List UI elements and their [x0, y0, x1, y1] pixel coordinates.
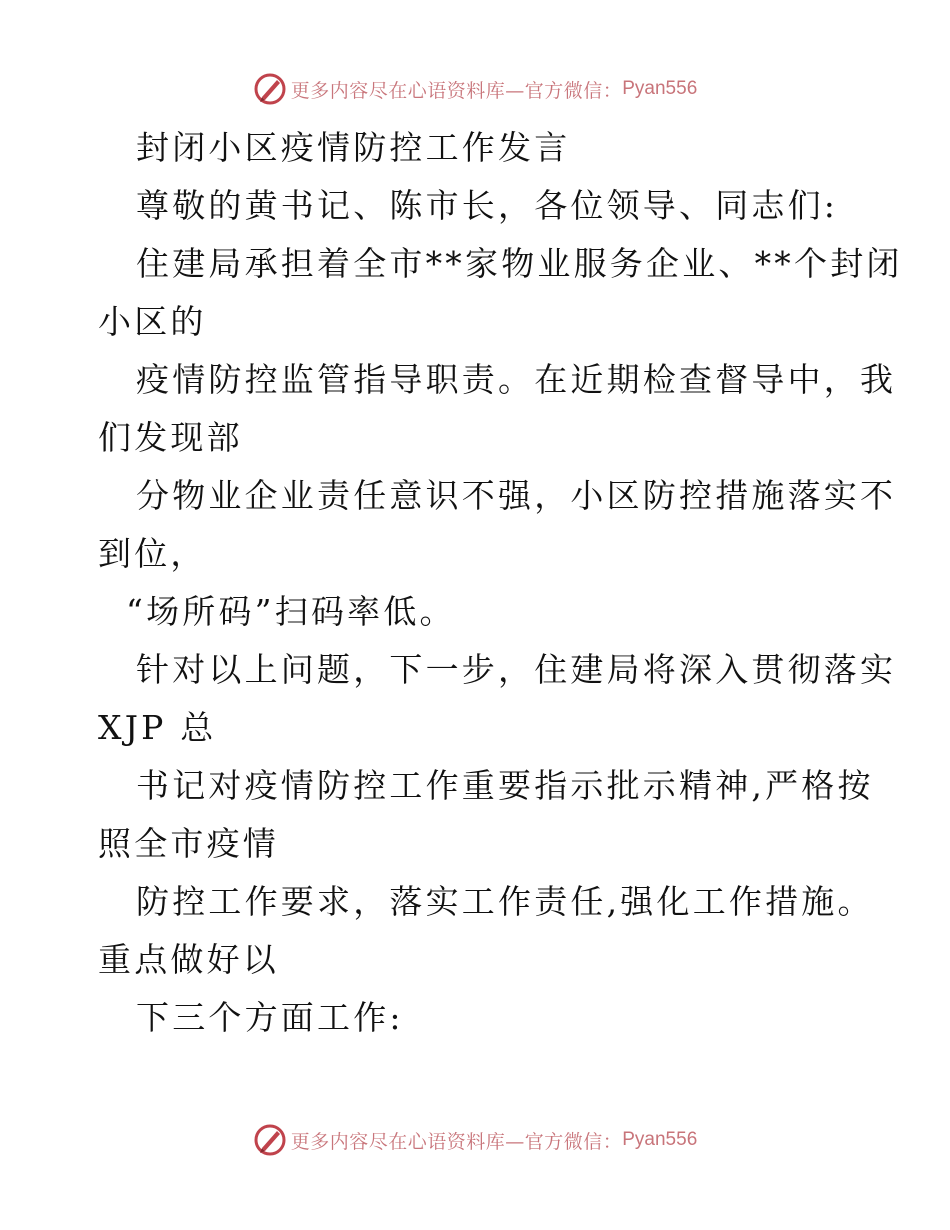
paragraph-line: 分物业企业责任意识不强，小区防控措施落实不	[136, 476, 897, 515]
watermark-wechat-id: Pyan556	[622, 1129, 698, 1150]
paragraph-line: XJP 总	[98, 708, 217, 747]
paragraph-line: 住建局承担着全市**家物业服务企业、**个封闭	[136, 244, 903, 283]
paragraph-line: 防控工作要求，落实工作责任,强化工作措施。	[136, 882, 874, 921]
paragraph-line: 小区的	[98, 302, 207, 341]
document-body	[98, 119, 903, 1047]
paragraph-line: 书记对疫情防控工作重要指示批示精神,严格按	[136, 766, 874, 805]
footer-watermark	[0, 1122, 950, 1158]
paragraph-line: 下三个方面工作:	[136, 998, 404, 1037]
header-watermark	[0, 71, 950, 107]
pen-logo-icon	[253, 72, 287, 106]
salutation: 尊敬的黄书记、陈市长，各位领导、同志们:	[136, 186, 839, 225]
paragraph-line: 们发现部	[98, 418, 243, 457]
paragraph-line: 到位，	[98, 534, 207, 573]
watermark-wechat-id: Pyan556	[622, 78, 698, 99]
paragraph-line: 重点做好以	[98, 940, 279, 979]
paragraph-line: 照全市疫情	[98, 824, 279, 863]
paragraph-line: 疫情防控监管指导职责。在近期检查督导中，我	[136, 360, 897, 399]
pen-logo-icon	[253, 1123, 287, 1157]
watermark-text: 更多内容尽在心语资料库—官方微信：	[290, 1130, 623, 1153]
paragraph-line: 针对以上问题，下一步，住建局将深入贯彻落实	[136, 650, 897, 689]
watermark-text: 更多内容尽在心语资料库—官方微信：	[290, 79, 623, 102]
paragraph-line: “场所码”扫码率低。	[126, 592, 456, 631]
document-title: 封闭小区疫情防控工作发言	[136, 128, 571, 167]
